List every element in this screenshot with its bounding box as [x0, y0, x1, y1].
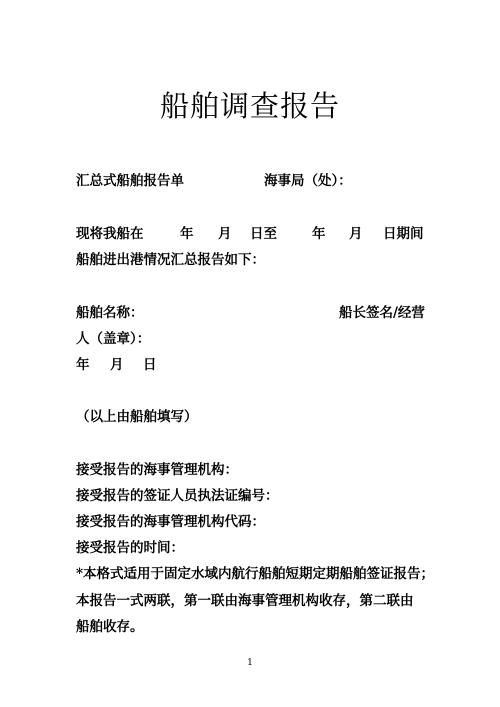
report-form-type: 汇总式船舶报告单 [76, 173, 184, 189]
person-seal-label: 人（盖章）： [76, 331, 151, 347]
page-title: 船舶调查报告 [159, 89, 340, 123]
filled-by-ship-note: （以上由船舶填写） [76, 409, 198, 425]
signature-year: 年 [76, 357, 90, 373]
signature-month: 月 [110, 357, 124, 373]
maritime-bureau-label: 海事局（处）： [264, 173, 352, 189]
field-officer-license-number: 接受报告的签证人员执法证编号： [76, 488, 279, 504]
period-day-period: 日期间 [383, 226, 424, 242]
period-day-to: 日至 [250, 226, 277, 242]
ship-name-label: 船舶名称： [76, 305, 144, 321]
footnote-line-1: *本格式适用于固定水域内航行船舶短期定期船舶签证报告； [76, 566, 435, 582]
field-report-time: 接受报告的时间： [76, 540, 184, 556]
field-receiving-authority: 接受报告的海事管理机构： [76, 462, 238, 478]
page-number: 1 [247, 658, 253, 668]
footnote-line-2: 本报告一式两联，第一联由海事管理机构收存，第二联由 [76, 593, 414, 609]
period-month-2: 月 [349, 226, 363, 242]
period-year-2: 年 [312, 226, 326, 242]
period-month-1: 月 [218, 226, 232, 242]
signature-day: 日 [143, 357, 157, 373]
field-authority-code: 接受报告的海事管理机构代码： [76, 514, 265, 530]
footnote-line-3: 船舶收存。 [76, 619, 144, 635]
period-prefix: 现将我船在 [76, 226, 144, 242]
period-year-1: 年 [180, 226, 194, 242]
captain-sign-label: 船长签名/经营 [339, 305, 425, 321]
period-continuation: 船舶进出港情况汇总报告如下： [76, 252, 265, 268]
